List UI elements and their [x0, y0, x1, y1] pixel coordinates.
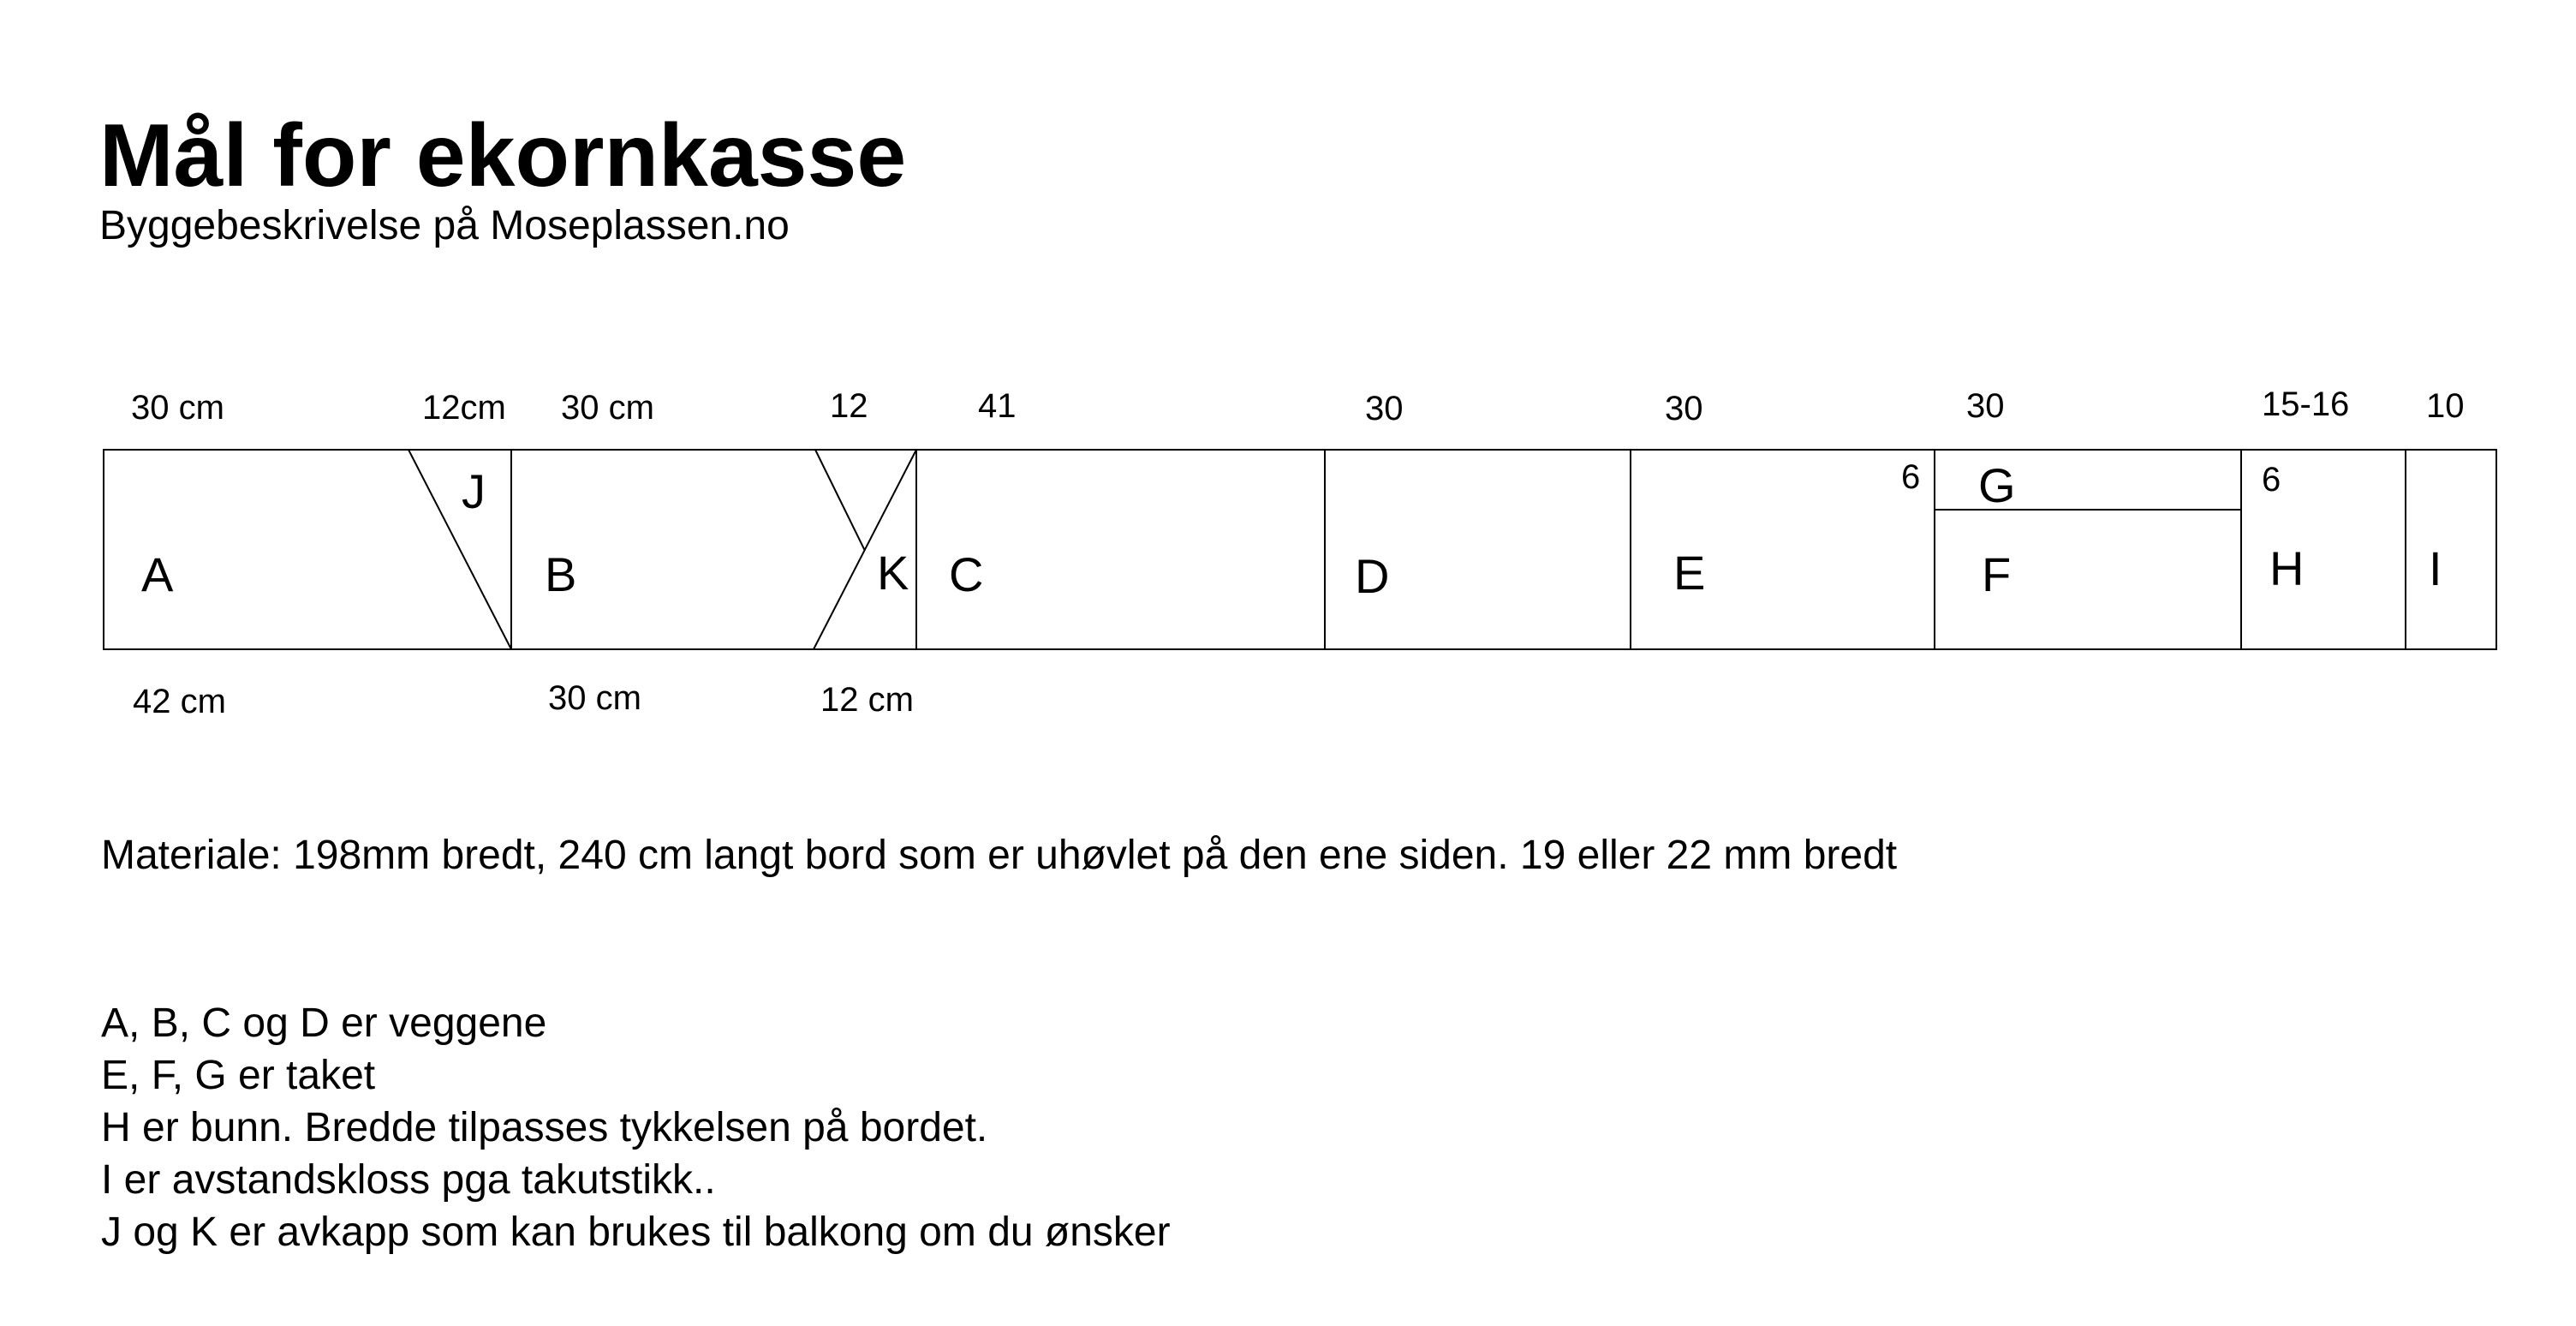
piece-notes	[101, 997, 1171, 1258]
material-description: Materiale: 198mm bredt, 240 cm langt bord som er uhøvlet på den ene siden. 19 eller 22 mm bredt	[101, 833, 1898, 878]
piece-label-g: G	[1978, 458, 2016, 512]
piece-label-f: F	[1982, 547, 2012, 601]
dimension-inner-e: 6	[1901, 458, 1921, 496]
note-spacer: I er avstandskloss pga takutstikk..	[101, 1157, 716, 1203]
dimension-top-h: 15-16	[2262, 385, 2350, 423]
dimension-inner-h: 6	[2262, 461, 2281, 499]
piece-label-k: K	[877, 546, 909, 600]
piece-label-i: I	[2429, 541, 2442, 595]
dimension-bottom-a: 42 cm	[133, 683, 226, 720]
note-walls: A, B, C og D er veggene	[101, 1000, 547, 1046]
note-bottom: H er bunn. Bredde tilpasses tykkelsen på bordet.	[101, 1105, 988, 1150]
dimension-bottom-b: 30 cm	[548, 679, 641, 717]
dimension-bottom-k: 12 cm	[820, 681, 914, 719]
piece-label-h: H	[2269, 541, 2305, 595]
dimension-top-e: 30	[1665, 390, 1703, 427]
dimension-top-d: 30	[1365, 390, 1404, 427]
bottom-dimension-labels	[133, 679, 914, 720]
top-dimension-labels	[131, 385, 2465, 427]
inner-dimension-labels	[1901, 458, 2281, 499]
piece-label-d: D	[1355, 549, 1390, 603]
dimension-top-c: 41	[978, 387, 1017, 425]
piece-label-b: B	[545, 547, 577, 601]
piece-label-e: E	[1673, 546, 1706, 600]
note-offcuts: J og K er avkapp som kan brukes til balkong om du ønsker	[101, 1210, 1171, 1255]
piece-labels	[141, 458, 2442, 603]
dimension-top-k: 12	[830, 387, 868, 425]
dimension-top-i: 10	[2426, 387, 2465, 425]
piece-label-a: A	[141, 547, 174, 601]
page-title: Mål for ekornkasse	[99, 106, 907, 206]
piece-label-j: J	[462, 464, 486, 518]
note-roof: E, F, G er taket	[101, 1053, 376, 1098]
dimension-top-fg: 30	[1966, 387, 2005, 425]
cut-line-k-upper	[815, 450, 865, 551]
dimension-top-j: 12cm	[422, 389, 506, 427]
piece-label-c: C	[949, 547, 984, 601]
page-subtitle: Byggebeskrivelse på Moseplassen.no	[99, 203, 790, 248]
dimension-top-b: 30 cm	[561, 389, 654, 427]
dimension-top-a: 30 cm	[131, 389, 224, 427]
cut-line-j	[408, 450, 511, 649]
